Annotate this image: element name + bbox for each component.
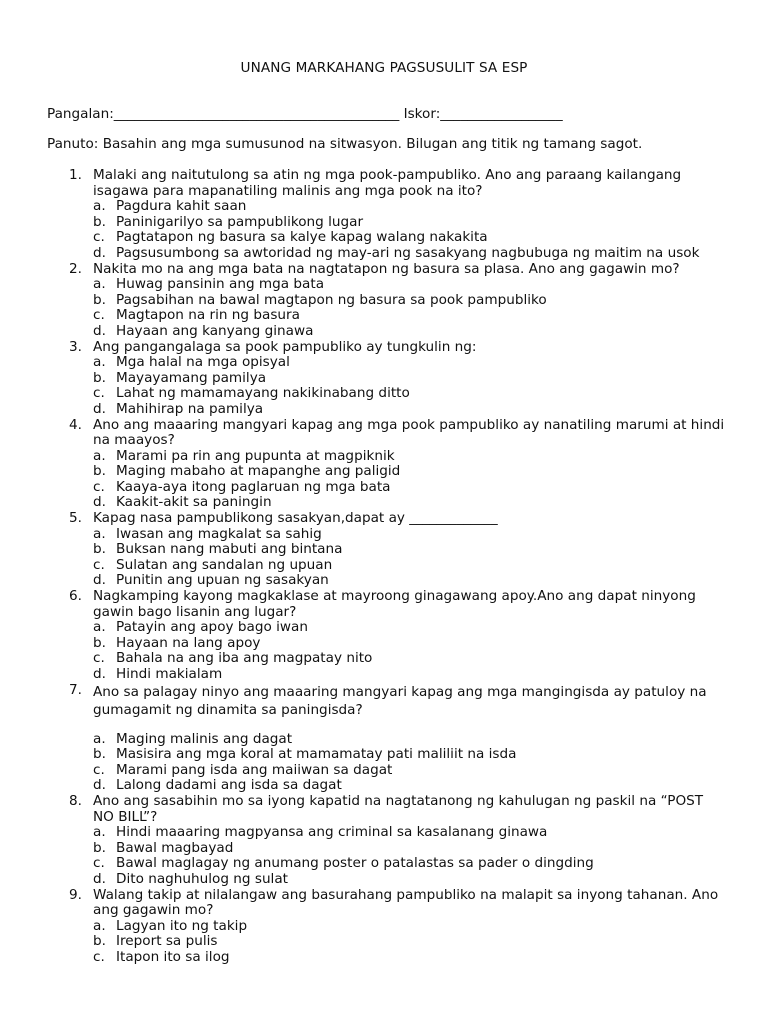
choice-letter: b.	[93, 291, 106, 308]
question-number: 1.	[69, 167, 82, 183]
choice-d	[93, 495, 728, 511]
question-text: Nagkamping kayong magkaklase at mayroong ginagawang apoy.Ano ang dapat ninyong gawin bago lisanin ang lugar?	[93, 588, 696, 620]
choice-letter: b.	[93, 634, 106, 651]
choice-text: Mahihirap na pamilya	[116, 400, 264, 417]
choice-text: Itapon ito sa ilog	[116, 948, 230, 965]
choice-list	[93, 277, 728, 339]
choice-letter: a.	[93, 354, 106, 371]
choice-text: Paninigarilyo sa pampublikong lugar	[116, 213, 364, 230]
choice-text: Pagtatapon ng basura sa kalye kapag walang nakakita	[116, 229, 488, 246]
question-text: Kapag nasa pampublikong sasakyan,dapat ay _____________	[93, 510, 498, 527]
choice-text: Hayaan ang kanyang ginawa	[116, 322, 314, 339]
choice-letter: d.	[93, 322, 106, 339]
choice-a	[93, 825, 728, 841]
choice-list	[93, 732, 728, 794]
choice-letter: d.	[93, 572, 106, 589]
choice-c	[93, 763, 728, 779]
choice-letter: c.	[93, 948, 105, 965]
question-3	[0, 340, 768, 418]
choice-text: Maging mabaho at mapanghe ang paligid	[116, 463, 401, 480]
choice-letter: b.	[93, 839, 106, 856]
choice-letter: c.	[93, 478, 105, 495]
question-9	[0, 888, 768, 966]
choice-list	[93, 825, 728, 887]
choice-list	[93, 527, 728, 589]
choice-b	[93, 542, 728, 558]
choice-letter: c.	[93, 556, 105, 573]
question-text: Ano ang sasabihin mo sa iyong kapatid na nagtatanong ng kahulugan ng paskil na “POST NO BILL”?	[93, 792, 704, 825]
name-score-line: Pangalan:__________________________________________ Iskor:__________________	[47, 106, 563, 122]
choice-a	[93, 919, 728, 935]
choice-text: Maging malinis ang dagat	[116, 730, 293, 747]
choice-list	[93, 449, 728, 511]
choice-c	[93, 558, 728, 574]
choice-b	[93, 747, 728, 763]
question-1	[0, 168, 768, 262]
choice-text: Marami pang isda ang maiiwan sa dagat	[116, 761, 393, 778]
question-text: Ang pangangalaga sa pook pampubliko ay tungkulin ng:	[93, 338, 477, 355]
choice-letter: d.	[93, 244, 106, 261]
choice-a	[93, 199, 728, 215]
question-number: 6.	[69, 588, 82, 605]
choice-c	[93, 308, 728, 324]
choice-text: Magtapon na rin ng basura	[116, 307, 300, 324]
choice-d	[93, 667, 728, 683]
choice-text: Bawal magbayad	[116, 839, 234, 856]
choice-a	[93, 620, 728, 636]
choice-letter: a.	[93, 198, 106, 215]
choice-a	[93, 355, 728, 371]
choice-list	[93, 355, 728, 417]
choice-letter: a.	[93, 730, 106, 747]
choice-letter: a.	[93, 619, 106, 636]
choice-letter: d.	[93, 870, 106, 887]
question-list	[0, 168, 768, 966]
choice-b	[93, 293, 728, 309]
choice-text: Pagsabihan na bawal magtapon ng basura sa pook pampubliko	[116, 291, 547, 308]
question-number: 5.	[69, 510, 82, 527]
choice-c	[93, 386, 728, 402]
choice-text: Lagyan ito ng takip	[116, 917, 248, 934]
choice-text: Bahala na ang iba ang magpatay nito	[116, 650, 373, 667]
choice-c	[93, 230, 728, 246]
choice-a	[93, 732, 728, 748]
choice-a	[93, 527, 728, 543]
choice-letter: b.	[93, 369, 106, 386]
choice-letter: c.	[93, 229, 105, 246]
question-text: Malaki ang naitutulong sa atin ng mga pook-pampubliko. Ano ang paraang kailangang isagawa para mapanatiling malinis ang mga pook na ito?	[93, 167, 682, 199]
choice-text: Sulatan ang sandalan ng upuan	[116, 556, 333, 573]
choice-text: Bawal maglagay ng anumang poster o patalastas sa pader o dingding	[116, 855, 594, 872]
question-8	[0, 794, 768, 888]
question-text: Ano ang maaaring mangyari kapag ang mga pook pampubliko ay nanatiling marumi at hindi na maayos?	[93, 416, 725, 449]
instructions: Panuto: Basahin ang mga sumusunod na sitwasyon. Bilugan ang titik ng tamang sagot.	[47, 136, 643, 152]
choice-text: Masisira ang mga koral at mamamatay pati maliliit na isda	[116, 746, 517, 763]
choice-text: Patayin ang apoy bago iwan	[116, 619, 308, 636]
choice-letter: c.	[93, 761, 105, 778]
choice-letter: b.	[93, 933, 106, 950]
question-number: 9.	[69, 886, 82, 903]
choice-b	[93, 371, 728, 387]
choice-letter: d.	[93, 494, 106, 511]
choice-letter: b.	[93, 541, 106, 558]
choice-list	[93, 919, 728, 966]
choice-text: Pagsusumbong sa awtoridad ng may-ari ng sasakyang nagbubuga ng maitim na usok	[116, 244, 700, 261]
question-number: 3.	[69, 338, 82, 355]
choice-letter: b.	[93, 463, 106, 480]
question-number: 2.	[69, 260, 82, 277]
choice-letter: a.	[93, 276, 106, 293]
choice-text: Mga halal na mga opisyal	[116, 354, 290, 371]
choice-b	[93, 636, 728, 652]
choice-list	[93, 620, 728, 682]
choice-d	[93, 246, 728, 262]
choice-text: Hindi makialam	[116, 666, 223, 682]
question-text: Nakita mo na ang mga bata na nagtatapon ng basura sa plasa. Ano ang gagawin mo?	[93, 260, 680, 277]
choice-text: Dito naghuhulog ng sulat	[116, 870, 288, 887]
choice-text: Ireport sa pulis	[116, 933, 218, 950]
question-5	[0, 511, 768, 589]
question-number: 4.	[69, 416, 82, 433]
choice-letter: b.	[93, 213, 106, 230]
choice-list	[93, 199, 728, 261]
choice-a	[93, 449, 728, 465]
choice-letter: c.	[93, 855, 105, 872]
choice-text: Lahat ng mamamayang nakikinabang ditto	[116, 385, 410, 402]
choice-d	[93, 872, 728, 888]
choice-c	[93, 950, 728, 966]
choice-letter: b.	[93, 746, 106, 763]
choice-c	[93, 651, 728, 667]
choice-text: Iwasan ang magkalat sa sahig	[116, 525, 322, 542]
choice-text: Buksan nang mabuti ang bintana	[116, 541, 343, 558]
question-7	[0, 683, 768, 794]
choice-text: Marami pa rin ang pupunta at magpiknik	[116, 447, 395, 464]
question-6	[0, 589, 768, 683]
choice-b	[93, 464, 728, 480]
choice-text: Punitin ang upuan ng sasakyan	[116, 572, 329, 589]
exam-title: UNANG MARKAHANG PAGSUSULIT SA ESP	[240, 60, 528, 76]
choice-letter: d.	[93, 666, 106, 682]
choice-letter: a.	[93, 824, 106, 841]
choice-letter: c.	[93, 650, 105, 667]
choice-text: Pagdura kahit saan	[116, 198, 247, 215]
choice-a	[93, 277, 728, 293]
choice-letter: c.	[93, 307, 105, 324]
choice-text: Hindi maaaring magpyansa ang criminal sa kasalanang ginawa	[116, 824, 548, 841]
choice-letter: a.	[93, 917, 106, 934]
choice-d	[93, 402, 728, 418]
question-text: Walang takip at nilalangaw ang basurahang pampubliko na malapit sa inyong tahanan. Ano ang gagawin mo?	[93, 886, 719, 919]
question-number: 7.	[69, 681, 82, 698]
choice-c	[93, 480, 728, 496]
choice-b	[93, 215, 728, 231]
choice-text: Kaaya-aya itong paglaruan ng mga bata	[116, 478, 391, 495]
question-4	[0, 418, 768, 512]
choice-letter: d.	[93, 400, 106, 417]
choice-letter: c.	[93, 385, 105, 402]
choice-d	[93, 324, 728, 340]
choice-d	[93, 778, 728, 794]
choice-b	[93, 934, 728, 950]
choice-c	[93, 856, 728, 872]
choice-d	[93, 573, 728, 589]
choice-letter: a.	[93, 447, 106, 464]
choice-text: Lalong dadami ang isda sa dagat	[116, 777, 342, 794]
choice-text: Huwag pansinin ang mga bata	[116, 276, 325, 293]
choice-b	[93, 841, 728, 857]
choice-text: Hayaan na lang apoy	[116, 634, 261, 651]
question-2	[0, 262, 768, 340]
question-text: Ano sa palagay ninyo ang maaaring mangyari kapag ang mga mangingisda ay patuloy na gumagamit ng dinamita sa paningisda?	[93, 683, 707, 718]
choice-text: Kaakit-akit sa paningin	[116, 494, 272, 511]
choice-letter: a.	[93, 525, 106, 542]
choice-letter: d.	[93, 777, 106, 794]
question-number: 8.	[69, 792, 82, 809]
choice-text: Mayayamang pamilya	[116, 369, 267, 386]
